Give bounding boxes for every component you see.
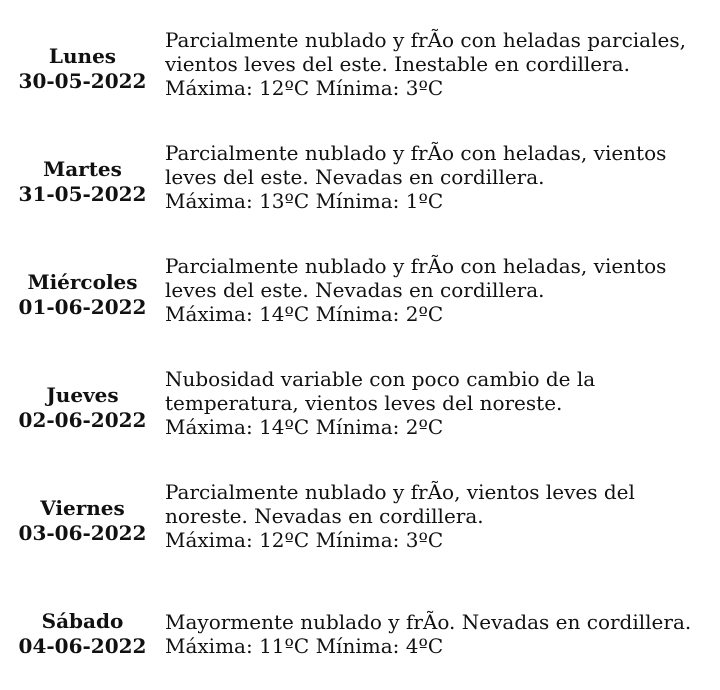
description-line: temperatura, vientos leves del noreste. xyxy=(165,390,563,415)
description-line: noreste. Nevadas en cordillera. xyxy=(165,503,484,528)
description-line: Mayormente nublado y frÃo. Nevadas en cordillera. xyxy=(165,609,692,634)
day-date: 02-06-2022 xyxy=(18,407,147,432)
forecast-row-viernes xyxy=(0,464,720,577)
day-date: 31-05-2022 xyxy=(18,181,147,206)
forecast-description xyxy=(165,367,720,439)
temperature-range: Máxima: 14ºC Mínima: 2ºC xyxy=(165,301,444,326)
forecast-description xyxy=(165,28,720,100)
day-date: 03-06-2022 xyxy=(18,520,147,545)
description-line: Parcialmente nublado y frÃo con heladas, vientos xyxy=(165,140,667,165)
day-date: 30-05-2022 xyxy=(18,68,147,93)
temperature-range: Máxima: 11ºC Mínima: 4ºC xyxy=(165,633,444,658)
day-date: 04-06-2022 xyxy=(18,633,147,658)
day-name: Lunes xyxy=(48,43,117,68)
description-line: Parcialmente nublado y frÃo, vientos leves del xyxy=(165,479,635,504)
description-line: Parcialmente nublado y frÃo con heladas parciales, xyxy=(165,27,686,52)
forecast-row-sabado xyxy=(0,577,720,690)
temperature-range: Máxima: 12ºC Mínima: 3ºC xyxy=(165,75,444,100)
temperature-range: Máxima: 13ºC Mínima: 1ºC xyxy=(165,188,444,213)
description-line: leves del este. Nevadas en cordillera. xyxy=(165,277,545,302)
description-line: vientos leves del este. Inestable en cordillera. xyxy=(165,51,630,76)
description-line: leves del este. Nevadas en cordillera. xyxy=(165,164,545,189)
description-line: Nubosidad variable con poco cambio de la xyxy=(165,366,596,391)
day-label xyxy=(0,157,165,207)
day-date: 01-06-2022 xyxy=(18,294,147,319)
day-name: Sábado xyxy=(41,608,124,633)
day-name: Martes xyxy=(43,156,122,181)
temperature-range: Máxima: 14ºC Mínima: 2ºC xyxy=(165,414,444,439)
forecast-description xyxy=(165,610,720,658)
forecast-description xyxy=(165,480,720,552)
forecast-row-martes xyxy=(0,125,720,238)
temperature-range: Máxima: 12ºC Mínima: 3ºC xyxy=(165,527,444,552)
day-label xyxy=(0,44,165,94)
forecast-description xyxy=(165,141,720,213)
day-name: Jueves xyxy=(46,382,119,407)
forecast-row-jueves xyxy=(0,351,720,464)
forecast-description xyxy=(165,254,720,326)
forecast-row-miercoles xyxy=(0,238,720,351)
description-line: Parcialmente nublado y frÃo con heladas, vientos xyxy=(165,253,667,278)
day-name: Viernes xyxy=(40,495,125,520)
forecast-row-lunes xyxy=(0,12,720,125)
forecast-list xyxy=(0,12,720,690)
day-label xyxy=(0,496,165,546)
day-label xyxy=(0,609,165,659)
day-name: Miércoles xyxy=(27,269,138,294)
day-label xyxy=(0,270,165,320)
day-label xyxy=(0,383,165,433)
